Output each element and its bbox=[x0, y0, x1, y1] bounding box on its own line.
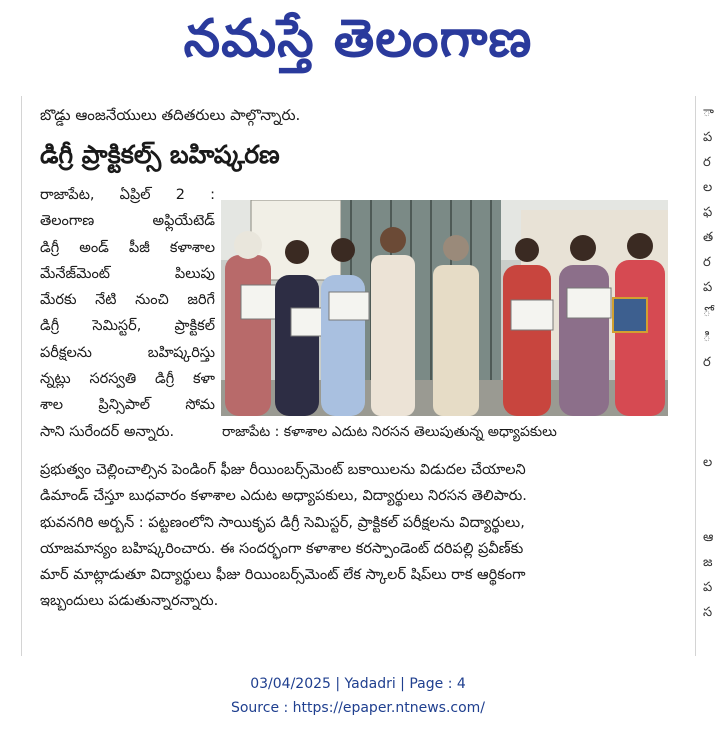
article-full-width-text bbox=[40, 457, 668, 615]
article-line: డిగ్రీ సెమిస్టర్, ప్రాక్టికల్ bbox=[40, 318, 215, 335]
footer-source: Source : https://epaper.ntnews.com/ bbox=[230, 700, 486, 716]
footer-date-edition: 03/04/2025 | Yadadri | Page : 4 bbox=[250, 676, 466, 692]
article-headline: డిగ్రీ ప్రాక్టికల్స్ బహిష్కరణ bbox=[40, 140, 280, 169]
edge-glyph: ఆ bbox=[703, 530, 714, 545]
edge-glyph bbox=[703, 425, 716, 450]
edge-glyph: ర bbox=[703, 155, 711, 170]
edge-glyph: ప bbox=[703, 280, 713, 295]
article-line: మార్ మాట్లాడుతూ విద్యార్థులు ఫీజు రియింబర్స్‌మెంట్ లేక స్కాలర్ షిప్‌లు రాక ఆర్థికంగా bbox=[40, 567, 526, 584]
article-line: న్నట్లు సరస్వతి డిగ్రీ కళా bbox=[40, 371, 215, 388]
column-rule-right bbox=[695, 96, 696, 656]
article-line: తెలంగాణ అఫ్లియేటెడ్ bbox=[40, 213, 215, 230]
article-line: డిగ్రీ అండ్ పీజీ కళాశాల bbox=[40, 239, 215, 256]
article-line: సాని సురేందర్ అన్నారు. bbox=[40, 423, 175, 440]
photo-illustration bbox=[221, 200, 668, 416]
edge-glyph: ర bbox=[703, 255, 711, 270]
edge-glyph: జ bbox=[703, 555, 713, 570]
article-line: మేనేజ్‌మెంట్ పిలుపు bbox=[40, 265, 215, 282]
previous-article-tail: బొడ్డు ఆంజనేయులు తదితరులు పాల్గొన్నారు. bbox=[40, 106, 301, 124]
column-rule-left bbox=[21, 96, 22, 656]
edge-glyph: ఫ bbox=[703, 205, 713, 220]
edge-glyph: ల bbox=[703, 455, 713, 470]
article-line: ప్రభుత్వం చెల్లించాల్సిన పెండింగ్ ఫీజు రీయింబర్స్‌మెంట్ బకాయిలను విడుదల చేయాలని bbox=[40, 462, 526, 478]
article-line: భువనగిరి అర్బన్ : పట్టణంలోని సాయికృప డిగ్రీ సెమిస్టర్, ప్రాక్టికల్ పరీక్షలను విద్యార్థులు, bbox=[40, 514, 525, 531]
article-line: మేరకు నేటి నుంచి జరిగే bbox=[40, 292, 215, 309]
edge-glyph: ా bbox=[703, 105, 714, 120]
article-line: యాజమాన్యం బహిష్కరించారు. ఈ సందర్భంగా కళాశాల కరస్పాండెంట్ దరిపల్లి ప్రవీణ్‌కు bbox=[40, 540, 524, 557]
adjacent-article-edge bbox=[703, 100, 716, 620]
edge-glyph bbox=[703, 500, 716, 525]
edge-glyph: ర bbox=[703, 355, 711, 370]
edge-glyph: ప bbox=[703, 580, 713, 595]
edge-glyph: ప bbox=[703, 130, 713, 145]
edge-glyph: ో bbox=[703, 305, 711, 320]
edge-glyph bbox=[703, 375, 716, 400]
edge-glyph: త bbox=[703, 230, 714, 245]
newspaper-masthead: నమస్తే తెలంగాణ bbox=[183, 8, 533, 69]
edge-glyph: ి bbox=[703, 330, 711, 345]
edge-glyph: ల bbox=[703, 180, 713, 195]
article-line: శాల ప్రిన్సిపాల్ సోమ bbox=[40, 397, 215, 414]
news-photo bbox=[221, 200, 668, 416]
article-line: డిమాండ్ చేస్తూ బుధవారం కళాశాల ఎదుట అధ్యాపకులు, విద్యార్థులు నిరసన తెలిపారు. bbox=[40, 488, 527, 505]
article-narrow-column bbox=[40, 182, 215, 445]
edge-glyph bbox=[703, 475, 716, 500]
photo-caption: రాజాపేట : కళాశాల ఎదుట నిరసన తెలుపుతున్న అధ్యాపకులు bbox=[222, 424, 557, 440]
edge-glyph: స bbox=[703, 605, 713, 620]
article-line: పరీక్షలను బహిష్కరిస్తు bbox=[40, 344, 215, 361]
article-line: ఇబ్బందులు పడుతున్నారన్నారు. bbox=[40, 593, 219, 610]
article-dateline: రాజాపేట, ఏప్రిల్ 2 : bbox=[40, 187, 215, 203]
edge-glyph bbox=[703, 400, 716, 425]
